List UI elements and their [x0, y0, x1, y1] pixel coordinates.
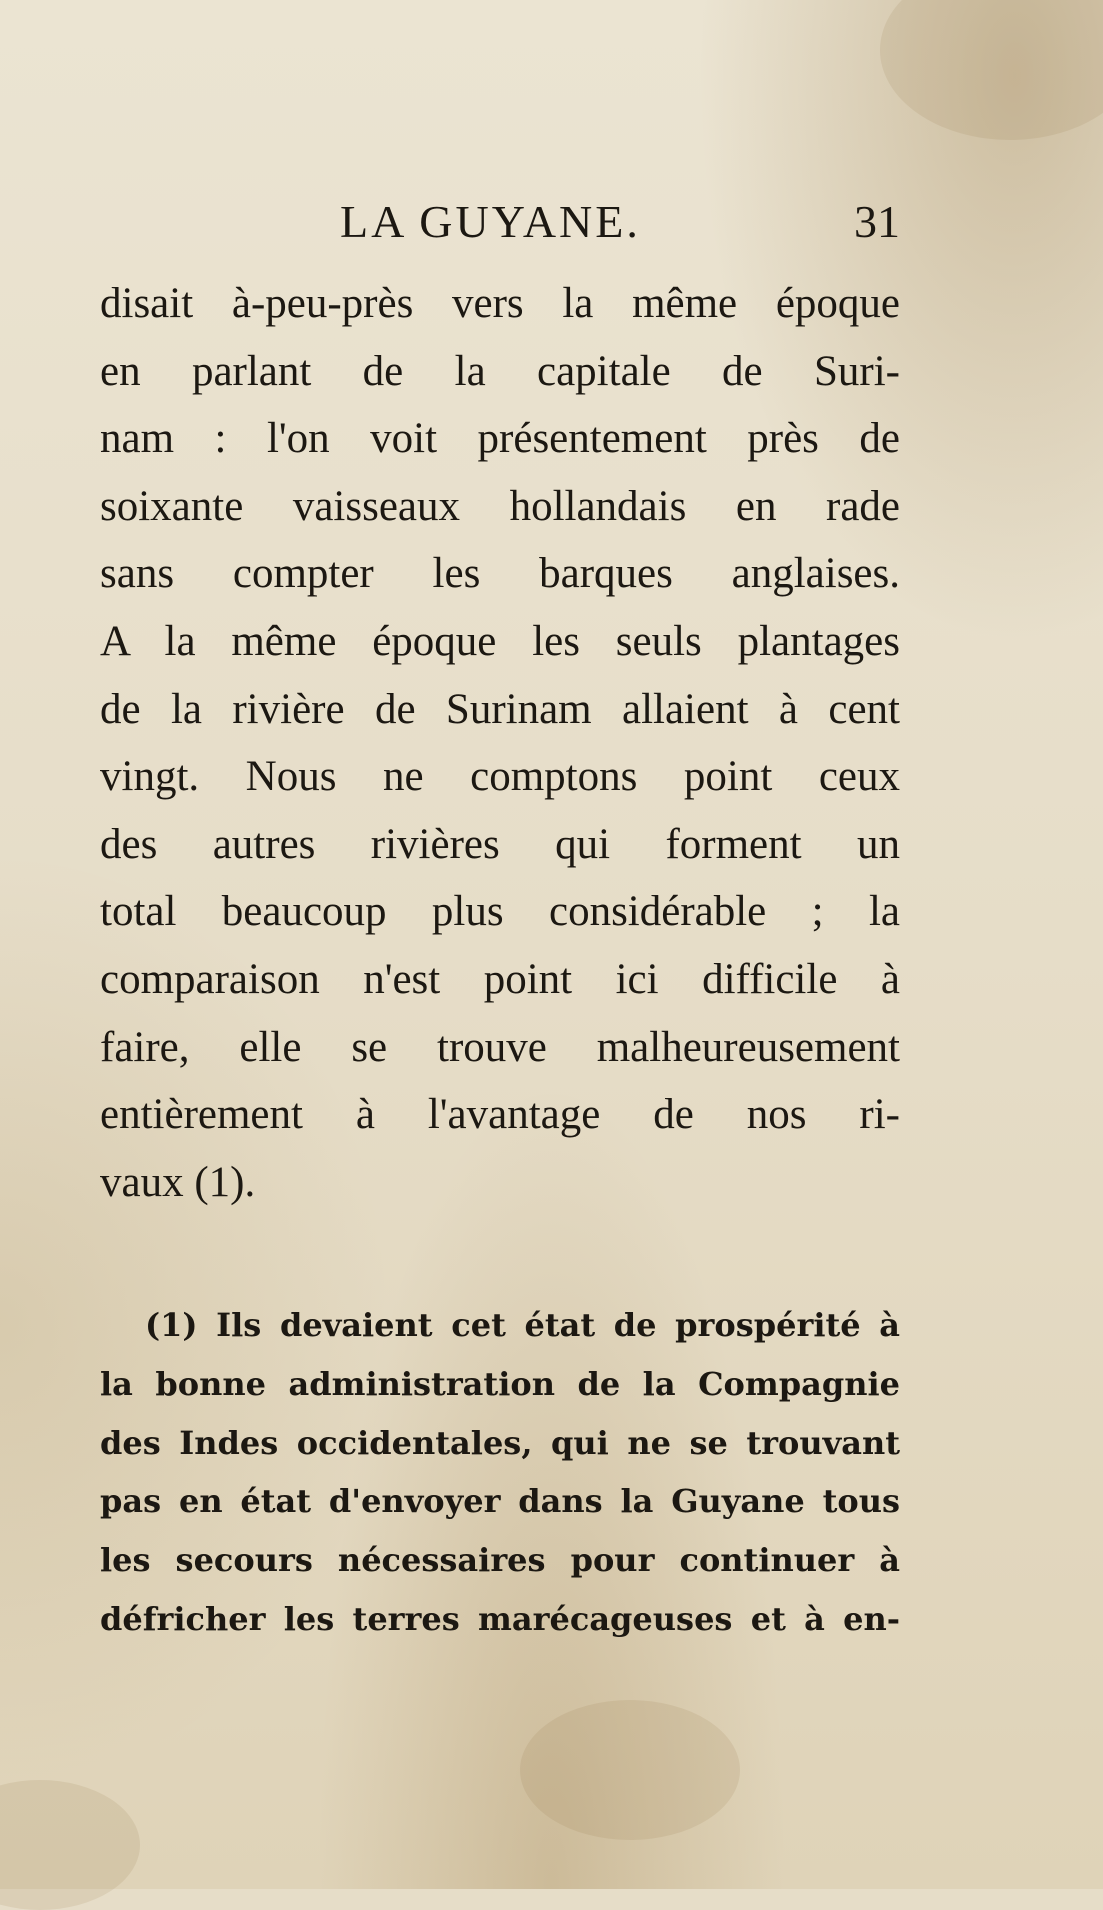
body-line: faire, elle se trouve malheureusement [100, 1023, 900, 1071]
page-header [100, 195, 900, 255]
body-line: nam : l'on voit présentement près de [100, 415, 900, 463]
body-line: A la même époque les seuls plantages [100, 617, 900, 665]
footnote-line: des Indes occidentales, qui ne se trouvant [100, 1423, 900, 1462]
running-title: LA GUYANE. [340, 196, 641, 247]
page-number: 31 [854, 196, 900, 247]
body-line: vaux (1). [100, 1158, 256, 1206]
body-line: disait à-peu-près vers la même époque [100, 280, 900, 327]
footnote-line: les secours nécessaires pour continuer à [100, 1541, 900, 1580]
body-line: en parlant de la capitale de Suri- [100, 347, 900, 395]
body-line: de la rivière de Surinam allaient à cent [100, 685, 900, 733]
body-text [100, 270, 900, 1216]
body-line: comparaison n'est point ici difficile à [100, 955, 900, 1003]
body-line: total beaucoup plus considérable ; la [100, 888, 900, 936]
footnote-line: pas en état d'envoyer dans la Guyane tous [100, 1482, 900, 1521]
body-line: soixante vaisseaux hollandais en rade [100, 482, 900, 530]
body-line: des autres rivières qui forment un [100, 820, 900, 868]
paper-stain [520, 1700, 740, 1840]
body-line: entièrement à l'avantage de nos ri- [100, 1091, 900, 1139]
body-line: vingt. Nous ne comptons point ceux [100, 753, 900, 801]
body-line: sans compter les barques anglaises. [100, 550, 900, 598]
footnote-line: défricher les terres marécageuses et à en- [100, 1599, 900, 1638]
paper-stain [0, 1780, 140, 1910]
footnote-line: (1) Ils devaient cet état de prospérité à [145, 1306, 900, 1344]
footnote-line: la bonne administration de la Compagnie [100, 1364, 900, 1403]
paper-stain [880, 0, 1103, 140]
footnote [100, 1296, 900, 1649]
